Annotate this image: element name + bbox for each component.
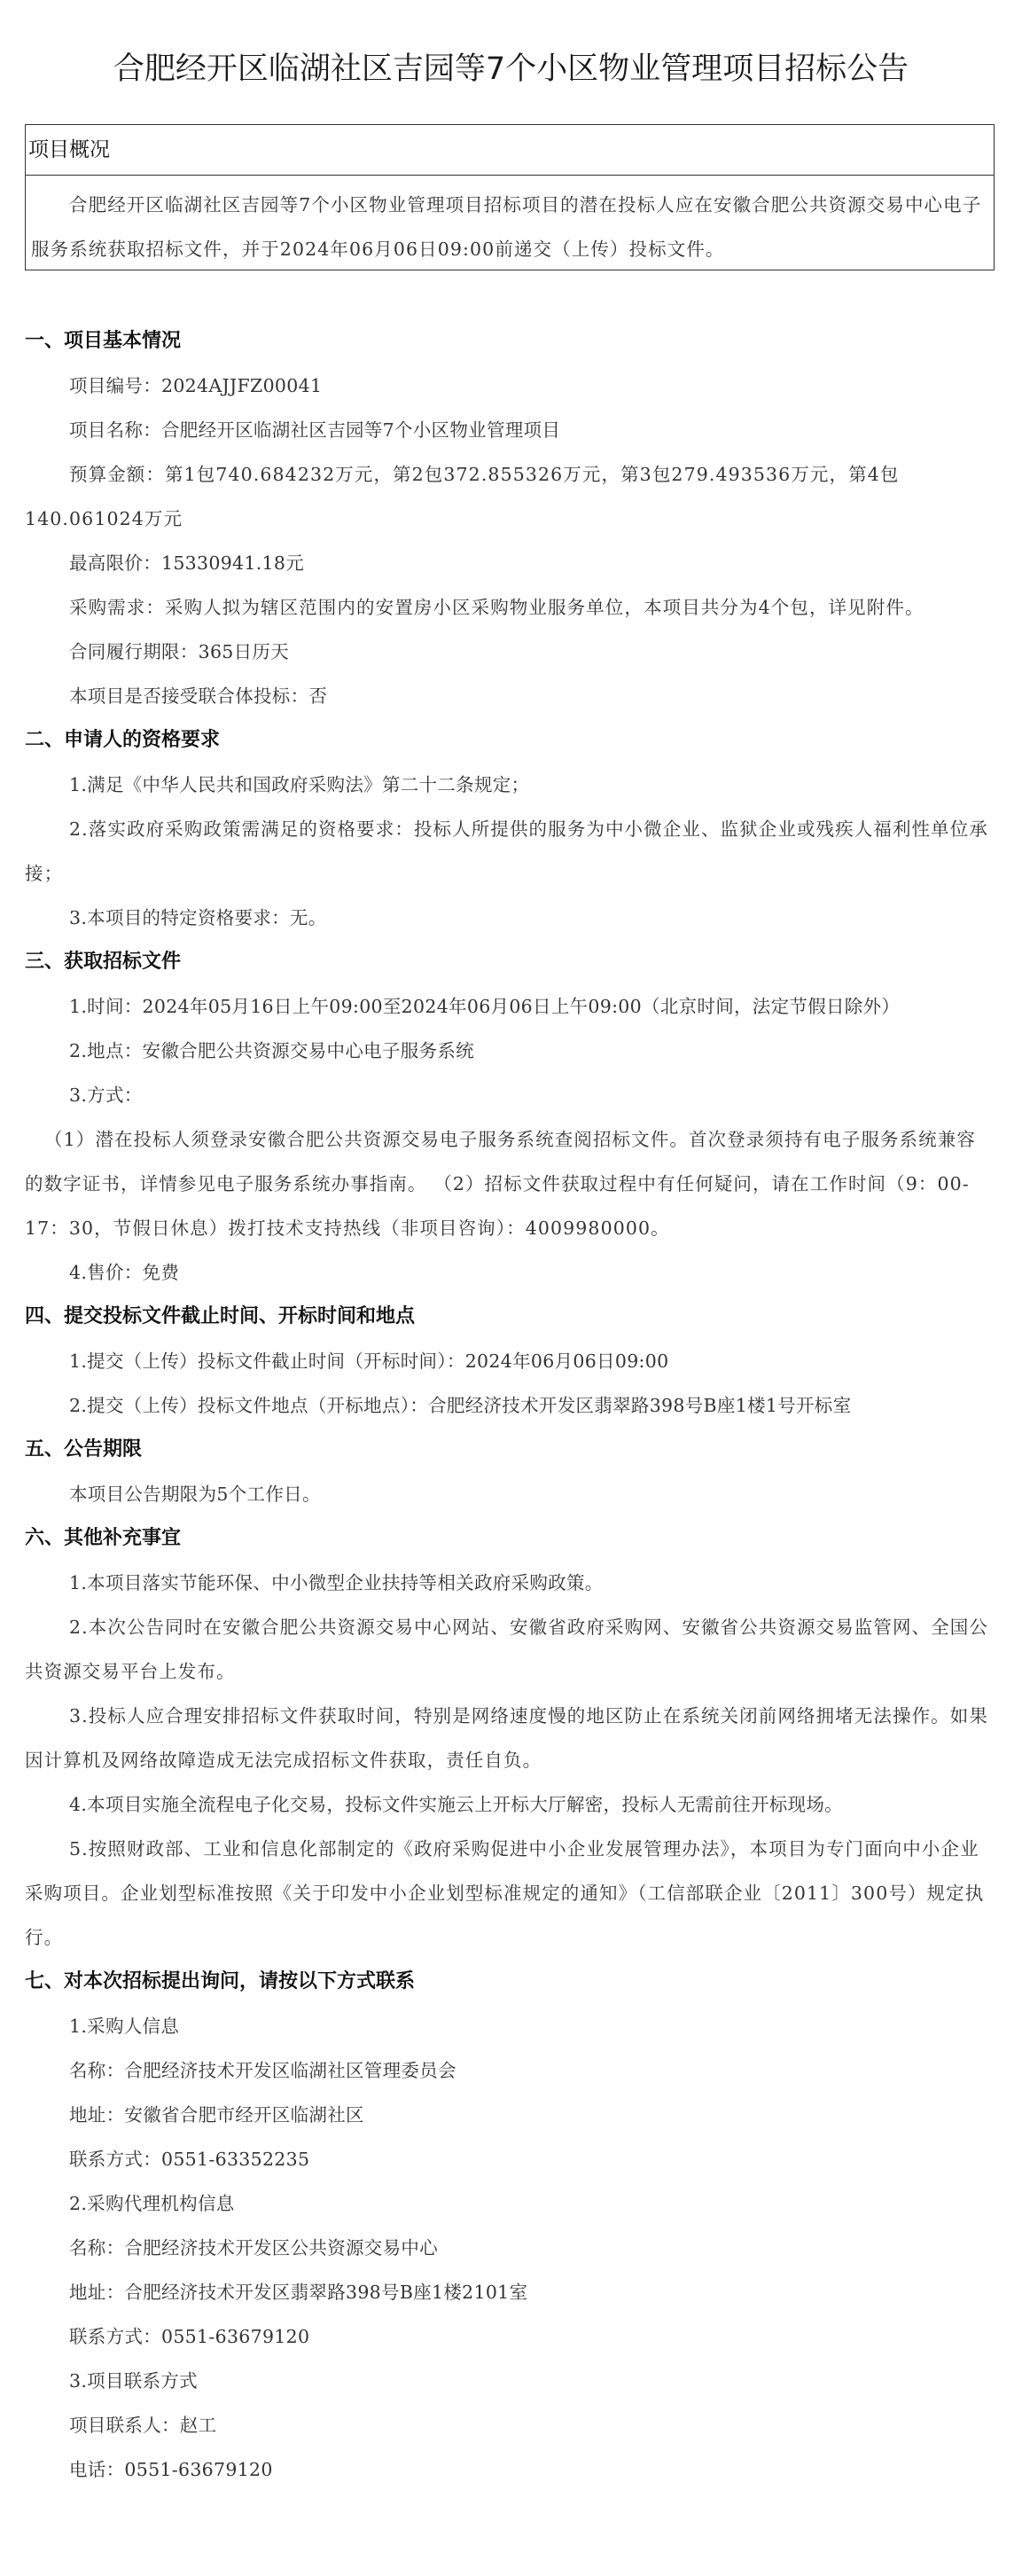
list-item: 2.落实政府采购政策需满足的资格要求：投标人所提供的服务为中小微企业、监狱企业或残疾人福利性单位承接； [25, 818, 988, 884]
consortium-bidding: 本项目是否接受联合体投标：否 [69, 685, 328, 707]
list-item: 名称：合肥经济技术开发区临湖社区管理委员会 [69, 2060, 456, 2081]
overview-box [25, 124, 995, 270]
page-title: 合肥经开区临湖社区吉园等7个小区物业管理项目招标公告 [113, 51, 909, 87]
list-item: 1.满足《中华人民共和国政府采购法》第二十二条规定； [69, 774, 530, 795]
list-item: 地址：合肥经济技术开发区翡翠路398号B座1楼2101室 [69, 2282, 528, 2303]
max-price: 最高限价：15330941.18元 [69, 552, 305, 574]
list-item: 本项目公告期限为5个工作日。 [69, 1484, 321, 1505]
list-item: 3.投标人应合理安排招标文件获取时间，特别是网络速度慢的地区防止在系统关闭前网络拥堵无法操作。如果因计算机及网络故障造成无法完成招标文件获取，责任自负。 [25, 1705, 988, 1771]
list-item: 4.售价：免费 [69, 1262, 180, 1283]
section-heading: 三、获取招标文件 [25, 951, 182, 973]
list-item: 2.采购代理机构信息 [69, 2193, 235, 2214]
project-number: 项目编号：2024AJJFZ00041 [69, 375, 323, 396]
section-heading: 五、公告期限 [25, 1438, 143, 1460]
list-item: 电话：0551-63679120 [69, 2459, 273, 2480]
list-item: 联系方式：0551-63352235 [69, 2149, 310, 2170]
list-item: 地址：安徽省合肥市经开区临湖社区 [69, 2104, 364, 2126]
section-heading: 六、其他补充事宜 [25, 1527, 182, 1549]
list-item: 1.本项目落实节能环保、中小微型企业扶持等相关政府采购政策。 [69, 1572, 604, 1593]
list-item: 5.按照财政部、工业和信息化部制定的《政府采购促进中小企业发展管理办法》，本项目为专门面向中小企业采购项目。企业划型标准按照《关于印发中小企业划型标准规定的通知》（工信部联企业〔2011〕300号）规定执行。 [25, 1838, 985, 1948]
list-item: 项目联系人：赵工 [69, 2415, 217, 2436]
list-item: 名称：合肥经济技术开发区公共资源交易中心 [69, 2237, 438, 2259]
section-heading: 一、项目基本情况 [25, 330, 182, 352]
notice-content [25, 319, 995, 2492]
list-item: 1.采购人信息 [69, 2016, 180, 2037]
list-item: 4.本项目实施全流程电子化交易，投标文件实施云上开标大厅解密，投标人无需前往开标现场。 [69, 1794, 843, 1815]
budget-amount: 预算金额：第1包740.684232万元，第2包372.855326万元，第3包279.493536万元，第4包140.061024万元 [25, 464, 900, 529]
overview-text: 合肥经开区临湖社区吉园等7个小区物业管理项目招标项目的潜在投标人应在安徽合肥公共资源交易中心电子服务系统获取招标文件，并于2024年06月06日09:00前递交（上传）投标文件。 [31, 194, 982, 260]
section-heading: 七、对本次招标提出询问，请按以下方式联系 [25, 1970, 416, 1993]
list-item: 3.方式： [69, 1084, 143, 1106]
procurement-demand: 采购需求：采购人拟为辖区范围内的安置房小区采购物业服务单位，本项目共分为4个包，详见附件。 [69, 597, 924, 618]
method-detail: （1）潜在投标人须登录安徽合肥公共资源交易电子服务系统查阅招标文件。首次登录须持有电子服务系统兼容的数字证书，详情参见电子服务系统办事指南。 （2）招标文件获取过程中有任何疑问，请在工作时间（9：00-17：30，节假日休息）拨打技术支持热线（非项目咨询）：4009980000。 [25, 1129, 976, 1239]
section-heading: 四、提交投标文件截止时间、开标时间和地点 [25, 1305, 416, 1327]
list-item: 1.提交（上传）投标文件截止时间（开标时间）：2024年06月06日09:00 [69, 1351, 669, 1372]
section-heading: 二、申请人的资格要求 [25, 729, 221, 751]
list-item: 3.本项目的特定资格要求：无。 [69, 907, 327, 928]
list-item: 1.时间：2024年05月16日上午09:00至2024年06月06日上午09:00（北京时间，法定节假日除外） [69, 996, 901, 1017]
overview-heading: 项目概况 [26, 125, 994, 176]
list-item: 2.提交（上传）投标文件地点（开标地点）：合肥经济技术开发区翡翠路398号B座1楼1号开标室 [69, 1395, 852, 1416]
list-item: 联系方式：0551-63679120 [69, 2326, 310, 2347]
list-item: 3.项目联系方式 [69, 2370, 198, 2392]
project-name: 项目名称：合肥经开区临湖社区吉园等7个小区物业管理项目 [69, 419, 561, 441]
contract-period: 合同履行期限：365日历天 [69, 641, 290, 662]
list-item: 2.本次公告同时在安徽合肥公共资源交易中心网站、安徽省政府采购网、安徽省公共资源交易监管网、全国公共资源交易平台上发布。 [25, 1617, 988, 1682]
list-item: 2.地点：安徽合肥公共资源交易中心电子服务系统 [69, 1040, 474, 1061]
